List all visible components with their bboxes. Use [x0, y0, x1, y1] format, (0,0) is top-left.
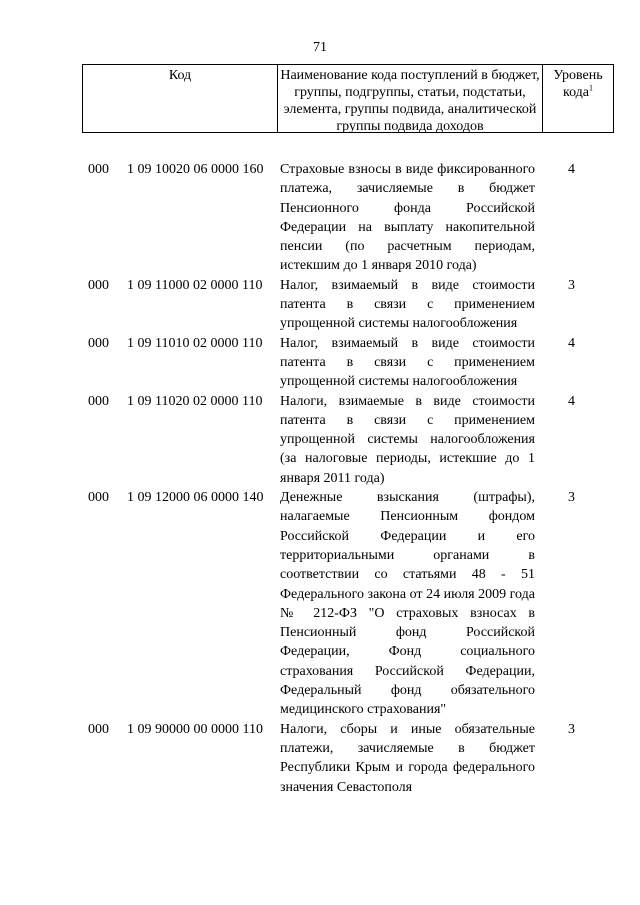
row-code: 1 09 10020 06 0000 160: [127, 162, 264, 177]
row-level: 3: [568, 277, 575, 293]
row-name: Налог, взимаемый в виде стоимости патента в связи с применением упрощенной системы налогообложения: [280, 277, 535, 332]
row-name: Денежные взыскания (штрафы), налагаемые Пенсионным фондом Российской Федерации и его территориальными органами в соответствии со статьями 48 - 51 Федерального закона от 24 июля 2009 года № 212-ФЗ "О страховых взносах в Пенсионный фонд Российской Федерации, Фонд социального страхования Российской Федерации, Федеральный фонд обязательного медицинского страхования": [280, 490, 535, 718]
row-level: 3: [568, 721, 575, 737]
header-name: Наименование кода поступлений в бюджет, группы, подгруппы, статьи, подстатьи, элемента, группы подвида, аналитической группы подвида доходов: [278, 65, 543, 132]
table-row: [0, 160, 640, 276]
row-name: Страховые взносы в виде фиксированного платежа, зачисляемые в бюджет Пенсионного фонда Российской Федерации на выплату накопительной пенсии (по расчетным периодам, истекшим до 1 января 2010 года): [280, 162, 535, 274]
table-row: [0, 334, 640, 392]
page-number: 71: [313, 40, 327, 55]
row-level: 4: [568, 393, 575, 409]
row-name: Налоги, взимаемые в виде стоимости патента в связи с применением упрощенной системы налогообложения (за налоговые периоды, истекшие до 1 января 2011 года): [280, 393, 535, 486]
row-level: 4: [568, 335, 575, 351]
row-level: 4: [568, 162, 575, 177]
row-code: 1 09 11010 02 0000 110: [127, 335, 263, 351]
table-body: [0, 160, 640, 797]
row-level: 3: [568, 490, 575, 506]
row-prefix: 000: [88, 162, 109, 177]
row-code: 1 09 11020 02 0000 110: [127, 393, 263, 409]
table-row: [0, 276, 640, 334]
table-header: [82, 64, 614, 133]
header-level-label: Уровень кода: [553, 68, 603, 100]
row-prefix: 000: [88, 490, 109, 506]
row-prefix: 000: [88, 721, 109, 737]
row-code: 1 09 90000 00 0000 110: [127, 721, 263, 737]
row-code: 1 09 12000 06 0000 140: [127, 490, 264, 506]
table-row: [0, 488, 640, 720]
table-row: [0, 392, 640, 488]
row-prefix: 000: [88, 277, 109, 293]
row-name: Налоги, сборы и иные обязательные платежи, зачисляемые в бюджет Республики Крым и города федерального значения Севастополя: [280, 721, 535, 795]
row-name: Налог, взимаемый в виде стоимости патента в связи с применением упрощенной системы налогообложения: [280, 335, 535, 390]
table-row: [0, 720, 640, 797]
header-level-footnote: 1: [589, 83, 594, 93]
header-code: Код: [83, 65, 278, 132]
header-level: [543, 65, 613, 132]
row-prefix: 000: [88, 335, 109, 351]
row-code: 1 09 11000 02 0000 110: [127, 277, 263, 293]
row-prefix: 000: [88, 393, 109, 409]
